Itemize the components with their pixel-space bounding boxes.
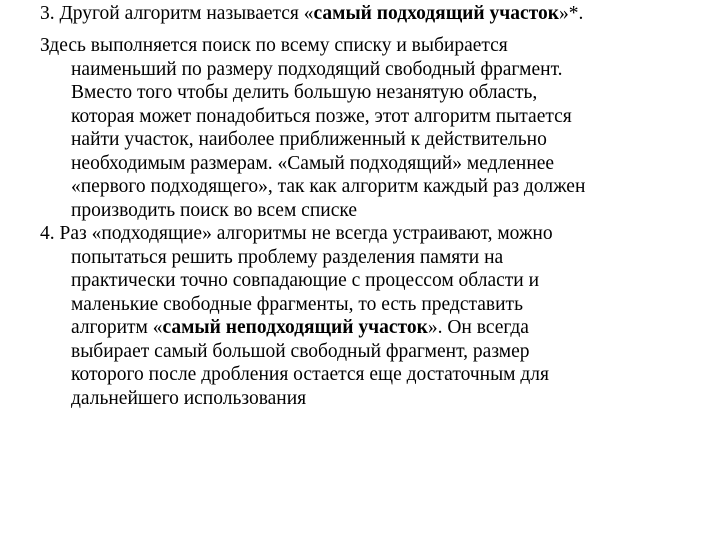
paragraph-best-fit-title <box>40 2 583 26</box>
paragraph-best-fit-description <box>40 34 585 222</box>
text-line: маленькие свободные фрагменты, то есть представить <box>71 293 523 315</box>
text-line: попытаться решить проблему разделения памяти на <box>71 246 504 268</box>
text-line: наименьший по размеру подходящий свободный фрагмент. <box>71 58 563 80</box>
text-line <box>40 316 553 340</box>
text-prefix: 3. Другой алгоритм называется « <box>40 3 314 24</box>
text-line: 4. Раз «подходящие» алгоритмы не всегда устраивают, можно <box>40 223 553 244</box>
text-line: которая может понадобиться позже, этот алгоритм пытается <box>71 105 572 127</box>
text-line: Вместо того чтобы делить большую незанятую область, <box>71 82 538 103</box>
text-line: производить поиск во всем списке <box>71 199 357 221</box>
bold-term-best-fit: самый подходящий участок <box>313 3 559 24</box>
text-line: найти участок, наиболее приближенный к действительно <box>71 129 547 150</box>
text-line: практически точно совпадающие с процессом области и <box>71 270 540 291</box>
text-line: выбирает самый большой свободный фрагмент, размер <box>71 340 530 362</box>
text-suffix: »*. <box>558 3 584 24</box>
text-line: Здесь выполняется поиск по всему списку и выбирается <box>40 35 508 56</box>
text-line: необходимым размерам. «Самый подходящий» медленнее <box>71 152 555 174</box>
text-line: «первого подходящего», так как алгоритм каждый раз должен <box>71 176 586 197</box>
text-suffix: ». Он всегда <box>427 317 529 338</box>
text-prefix: алгоритм « <box>71 317 163 338</box>
text-line: которого после дробления остается еще достаточным для <box>71 364 550 385</box>
text-line: дальнейшего использования <box>71 387 307 409</box>
bold-term-worst-fit: самый неподходящий участок <box>162 317 428 338</box>
text-line <box>40 2 583 26</box>
paragraph-worst-fit <box>40 222 553 410</box>
